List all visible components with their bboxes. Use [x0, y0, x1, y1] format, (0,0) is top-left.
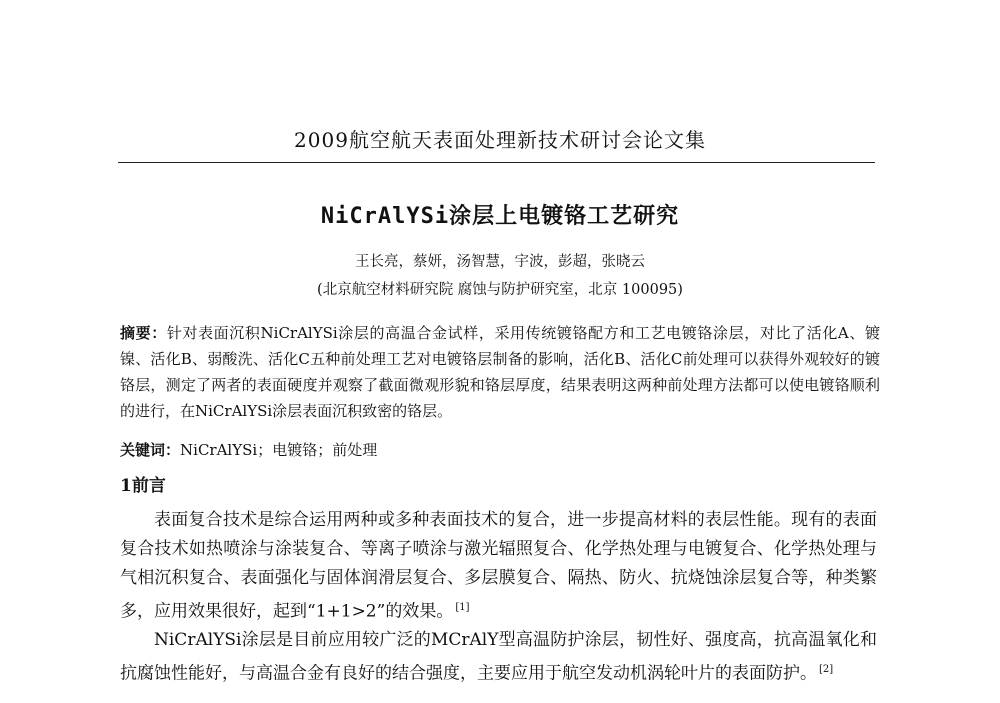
proceedings-header: 2009航空航天表面处理新技术研讨会论文集 — [294, 128, 706, 152]
citation: [1] — [455, 602, 470, 613]
affiliation: (北京航空材料研究院 腐蚀与防护研究室，北京 100095) — [317, 282, 683, 298]
abstract-label: 摘要： — [120, 324, 167, 342]
keywords-label: 关键词： — [120, 441, 181, 459]
body-paragraph — [120, 626, 877, 689]
paper-title — [0, 199, 1000, 230]
abstract-text: 针对表面沉积NiCrAlYSi涂层的高温合金试样，采用传统镀铬配方和工艺电镀铬涂层，对比了活化A、镀镍、活化B、弱酸洗、活化C五种前处理工艺对电镀铬层制备的影响，活化B、活化C前处理可以获得外观较好的镀铬层，测定了两者的表面硬度并观察了截面微观形貌和铬层厚度，结果表明这两种前处理方法都可以使电镀铬顺利的进行，在NiCrAlYSi涂层表面沉积致密的铬层。 — [120, 324, 880, 420]
paper-title-cjk: 涂层上电镀铬工艺研究 — [449, 203, 680, 229]
citation: [2] — [819, 664, 834, 675]
section-heading: 1前言 — [120, 476, 166, 496]
abstract — [120, 320, 880, 424]
paper-title-latin: NiCrAlYSi — [320, 204, 450, 229]
authors: 王长亮，蔡妍，汤智慧，宇波，彭超，张晓云 — [355, 254, 645, 270]
paragraph-text: 表面复合技术是综合运用两种或多种表面技术的复合，进一步提高材料的表层性能。现有的表面复合技术如热喷涂与涂装复合、等离子喷涂与激光辐照复合、化学热处理与电镀复合、化学热处理与气相沉积复合、表面强化与固体润滑层复合、多层膜复合、隔热、防火、抗烧蚀涂层复合等，种类繁多，应用效果很好，起到“1+1>2”的效果。 — [120, 510, 877, 622]
keywords — [120, 439, 880, 461]
body-paragraph — [120, 506, 877, 627]
header-rule — [118, 162, 875, 163]
paragraph-text: NiCrAlYSi涂层是目前应用较广泛的MCrAlY型高温防护涂层，韧性好、强度高，抗高温氧化和抗腐蚀性能好，与高温合金有良好的结合强度，主要应用于航空发动机涡轮叶片的表面防护。 — [120, 630, 877, 684]
keywords-text: NiCrAlYSi；电镀铬；前处理 — [180, 441, 378, 459]
